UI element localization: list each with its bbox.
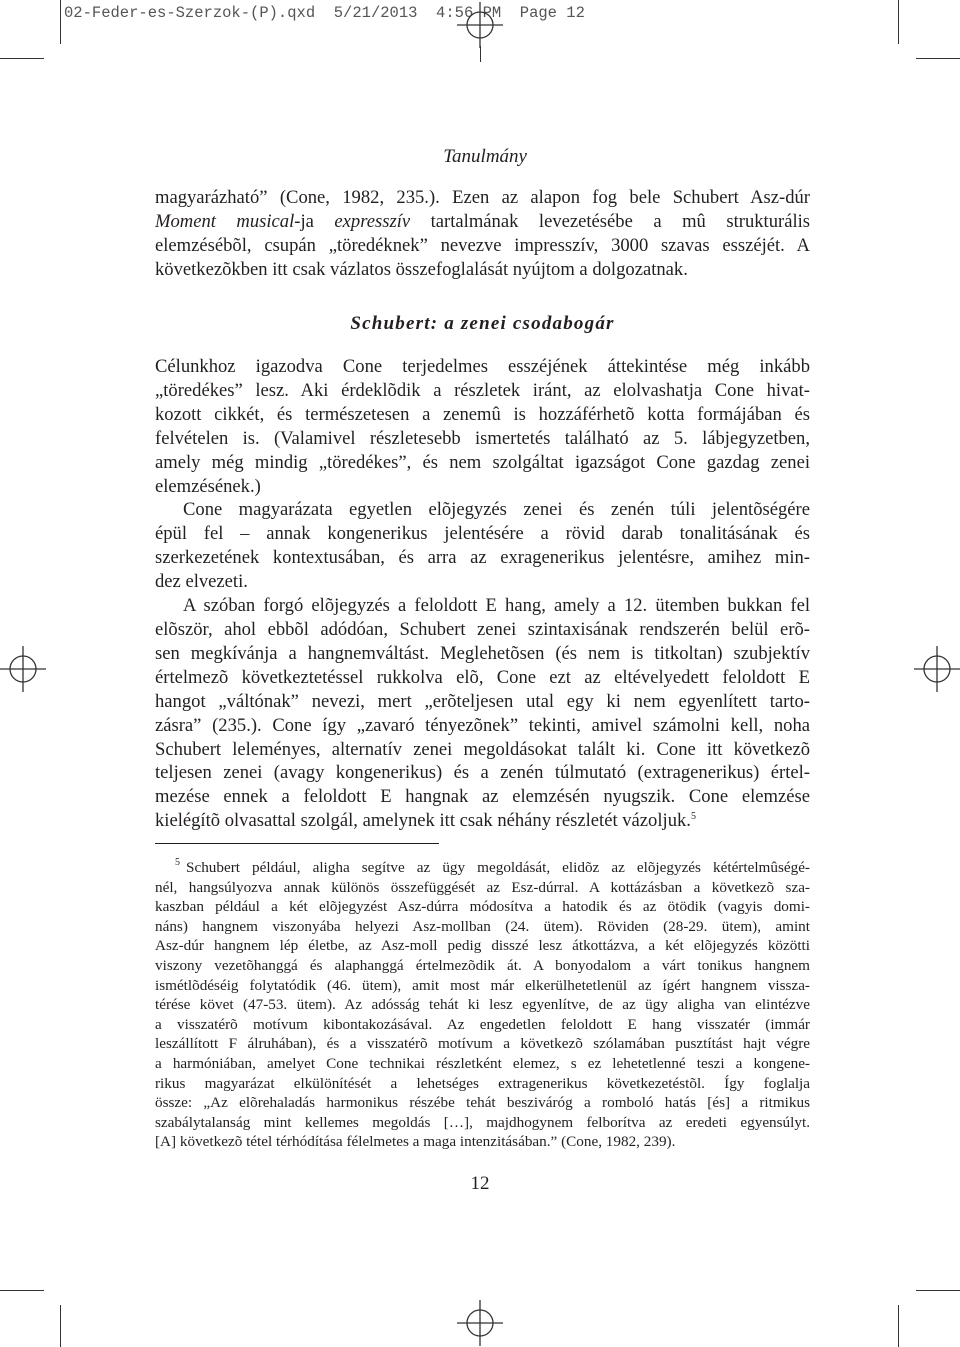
registration-mark-top — [457, 2, 503, 48]
text-line: sen megkívánja a hangnemváltást. Meglehetõsen (és nem is titkoltan) szubjektív — [155, 642, 810, 664]
footnote — [155, 858, 810, 1152]
text-line: Cone magyarázata egyetlen elõjegyzés zenei és zenén túli jelentõségére — [183, 499, 810, 521]
section-heading: Schubert: a zenei csodabogár — [350, 313, 615, 334]
crop-mark — [0, 1290, 44, 1291]
text-line-content: kielégítõ olvasattal szolgál, amelynek itt csak néhány részletét vázoljuk. — [155, 810, 691, 832]
text-line: elemzésébõl, csupán „töredéknek” nevezve impresszív, 3000 szavas esszéjét. A — [155, 234, 810, 256]
body-text — [155, 355, 810, 833]
text-line: elõször, ahol ebbõl adódóan, Schubert zenei szintaxisának rendszerén belül erõ- — [155, 618, 810, 640]
text-line: magyarázható” (Cone, 1982, 235.). Ezen az alapon fog bele Schubert Asz-dúr — [155, 187, 810, 208]
registration-mark-bottom — [457, 1300, 503, 1346]
footnote-line: [A] következõ tétel térhódítása félelmetes a maga intenzitásában.” (Cone, 1982, 239). — [155, 1133, 676, 1151]
footnote-line-text: Schubert például, aligha segítve az ügy megoldását, elidõz az elõjegyzés kétértelmûségé- — [186, 859, 810, 876]
text-line: felvételen is. (Valamivel részletesebb ismertetés található az 5. lábjegyzetben, — [155, 427, 810, 449]
text-line: értelmezõ következtetéssel rukkolva elõ, Cone ezt az eltévelyedett feloldott E — [155, 666, 810, 688]
footnote-rule — [155, 843, 439, 844]
italic-phrase: expresszív — [334, 210, 411, 232]
italic-phrase: Moment musical — [155, 210, 295, 232]
footnote-line: Asz-dúr hangnem lép életbe, az Asz-moll pedig disszé lesz átkottázva, a két elõjegyzés közötti — [155, 937, 810, 955]
crop-mark — [898, 1305, 899, 1347]
text-line: épül fel – annak kongenerikus jelentésére a rövid darab tonalitásának és — [155, 523, 810, 545]
footnote-line: szabálytalanság mint kellemes megoldás […], majdhogynem felborítva az eredeti egyensúlyt. — [155, 1113, 810, 1131]
text-line: Célunkhoz igazodva Cone terjedelmes esszéjének áttekintése még inkább — [155, 356, 810, 377]
text-line: amely még mindig „töredékes”, és nem szolgáltat igazságot Cone gazdag zenei — [155, 451, 810, 473]
text-line: hangot „váltónak” nevezi, mert „erõteljesen utal egy ki nem egyenlített tarto- — [155, 690, 810, 712]
crop-mark — [0, 58, 44, 59]
text-line: következõkben itt csak vázlatos összefoglalását nyújtom a dolgozatnak. — [155, 258, 688, 280]
crop-mark — [60, 0, 61, 44]
text-line: kozott cikkét, és természetesen a zenemû is hozzáférhetõ kotta formájában és — [155, 403, 810, 425]
text-line: A szóban forgó elõjegyzés a feloldott E hang, amely a 12. ütemben bukkan fel — [183, 595, 810, 617]
footnote-reference[interactable]: 5 — [690, 811, 696, 823]
text-line: teljesen zenei (avagy kongenerikus) és a zenén túlmutató (extragenerikus) értel- — [155, 762, 810, 784]
crop-mark — [916, 58, 960, 59]
text-line: elemzésének.) — [155, 475, 261, 497]
text-line: mezése ennek a feloldott E hangnak az elemzésén nyugszik. Cone elemzése — [155, 786, 810, 808]
running-header: Tanulmány — [443, 146, 527, 167]
footnote-line: ismétlõdéséig folytatódik (46. ütem), amit most már elkerülhetetlenül az ígért hangnem vissza- — [155, 976, 810, 994]
crop-mark — [916, 1290, 960, 1291]
text-line: Schubert leleményes, alternatív zenei megoldásokat talált ki. Cone itt következõ — [155, 738, 810, 760]
crop-mark — [480, 46, 481, 62]
registration-mark-right — [914, 646, 960, 692]
text-line: zásra” (235.). Cone így „zavaró tényezõnek” tekinti, amivel számolni kell, noha — [155, 714, 810, 736]
footnote-line — [155, 858, 810, 878]
footnote-line: rikus magyarázat elkülönítését a lehetséges extragenerikus következetéstõl. Így foglalja — [155, 1074, 810, 1092]
print-slug: 02-Feder-es-Szerzok-(P).qxd 5/21/2013 4:56 PM Page 12 — [64, 4, 585, 22]
footnote-line: a harmóniában, amelyet Cone technikai részletként elemez, s ez lehetetlenné teszi a kongene- — [155, 1054, 810, 1072]
footnote-line: össze: „Az elõrehaladás harmonikus részébe tehát besziváróg a romboló hatás [és] a ritmikus — [155, 1094, 810, 1112]
footnote-line: viszony vezetõhanggá és alaphanggá értelmezõdik át. A bonyodalom a várt tonikus hangnem — [155, 956, 810, 974]
text-line: „töredékes” lesz. Aki érdeklõdik a részletek iránt, az elolvashatja Cone hivat- — [155, 379, 810, 401]
text-line: dez elvezeti. — [155, 571, 248, 593]
text-line: szerkezetének kontextusában, és arra az exragenerikus jelentésre, amihez min- — [155, 547, 810, 569]
footnote-line: kaszban például a két elõjegyzést Asz-dúrra módosítva a hatodik és az ötödik (vagyis domi- — [155, 898, 810, 916]
registration-mark-left — [0, 646, 46, 692]
intro-paragraph — [155, 186, 810, 282]
footnote-line: térése követ (47-53. ütem). Az adósság tehát ki lesz egyenlítve, de az ügy aligha van elintézve — [155, 996, 810, 1014]
footnote-line: nél, hangsúlyozva annak különös összefüggését az Esz-dúrral. A kottázásban a következõ sza- — [155, 878, 810, 896]
footnote-line: a visszatérõ motívum kibontakozásával. Az engedetlen feloldott E hang visszatér (immár — [155, 1015, 810, 1033]
text-line — [155, 809, 810, 833]
crop-mark — [60, 1305, 61, 1347]
footnote-number: 5 — [175, 857, 180, 868]
text-line: Moment musical-ja expresszív tartalmának levezetésébe a mû strukturális — [155, 210, 811, 232]
footnote-line: leszállított F álruhában), és a visszatérõ motívum a következõ szólamában pusztítást hajt végre — [155, 1035, 810, 1053]
footnote-line: náns) hangnem viszonyába helyezi Asz-mollban (24. ütem). Röviden (28-29. ütem), amint — [155, 917, 810, 935]
crop-mark — [898, 0, 899, 44]
page-number: 12 — [470, 1173, 490, 1194]
section-heading-block — [155, 313, 810, 335]
